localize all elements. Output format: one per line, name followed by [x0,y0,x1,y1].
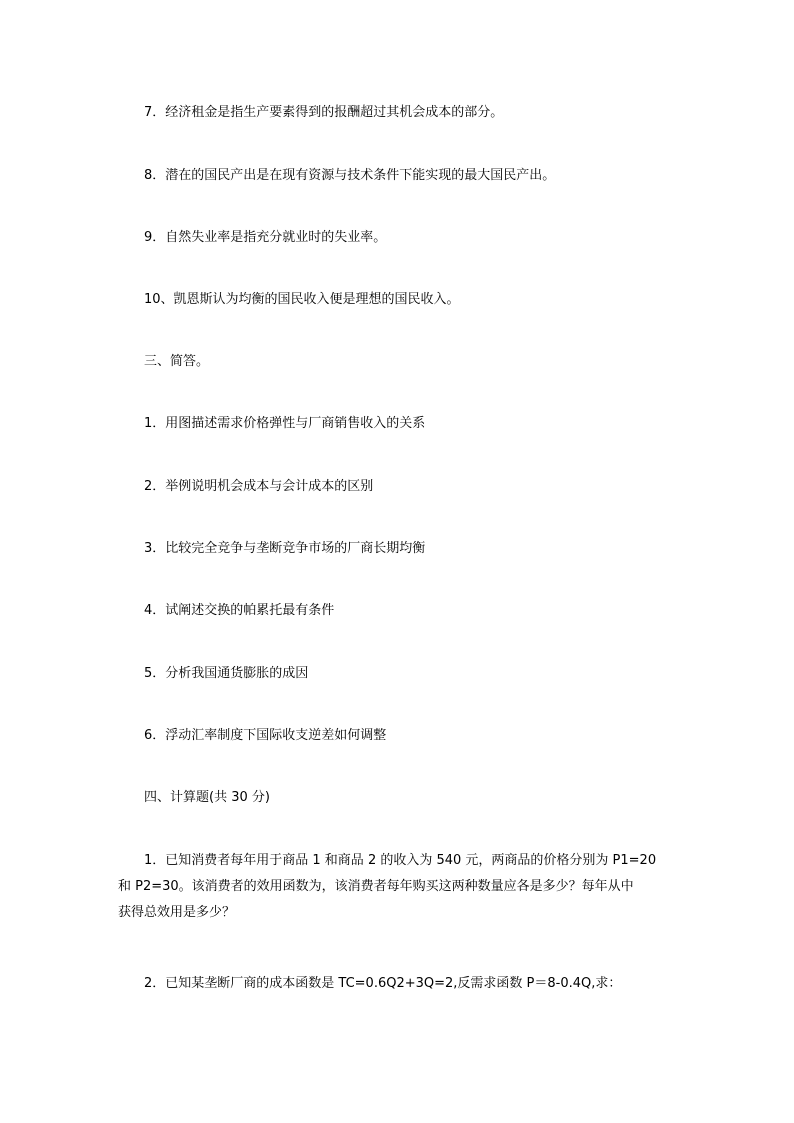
calculation-question-2: 2．已知某垄断厂商的成本函数是 TC=0.6Q2+3Q=2,反需求函数 P＝8-0.4Q,求： [144,976,622,991]
true-false-item-7: 7．经济租金是指生产要素得到的报酬超过其机会成本的部分。 [144,105,504,120]
true-false-item-8: 8．潜在的国民产出是在现有资源与技术条件下能实现的最大国民产出。 [144,168,556,183]
calculation-question-1-line-1: 1．已知消费者每年用于商品 1 和商品 2 的收入为 540 元，两商品的价格分别为 P1=20 [144,853,657,868]
short-answer-item-4: 4．试阐述交换的帕累托最有条件 [144,603,335,618]
section-heading-short-answer: 三、简答。 [144,354,210,369]
calculation-question-1-line-2: 和 P2=30。该消费者的效用函数为，该消费者每年购买这两种数量应各是多少？每年从中 [118,879,634,894]
true-false-item-9: 9．自然失业率是指充分就业时的失业率。 [144,230,387,245]
short-answer-item-3: 3．比较完全竞争与垄断竞争市场的厂商长期均衡 [144,541,426,556]
section-heading-calculation: 四、计算题(共 30 分) [144,790,270,805]
short-answer-item-6: 6．浮动汇率制度下国际收支逆差如何调整 [144,728,387,743]
calculation-question-1 [118,848,664,926]
short-answer-item-1: 1．用图描述需求价格弹性与厂商销售收入的关系 [144,416,426,431]
calculation-question-1-line-3: 获得总效用是多少？ [118,905,236,920]
short-answer-item-5: 5．分析我国通货膨胀的成因 [144,666,309,681]
true-false-item-10: 10、凯恩斯认为均衡的国民收入便是理想的国民收入。 [144,292,460,307]
short-answer-item-2: 2．举例说明机会成本与会计成本的区别 [144,479,374,494]
